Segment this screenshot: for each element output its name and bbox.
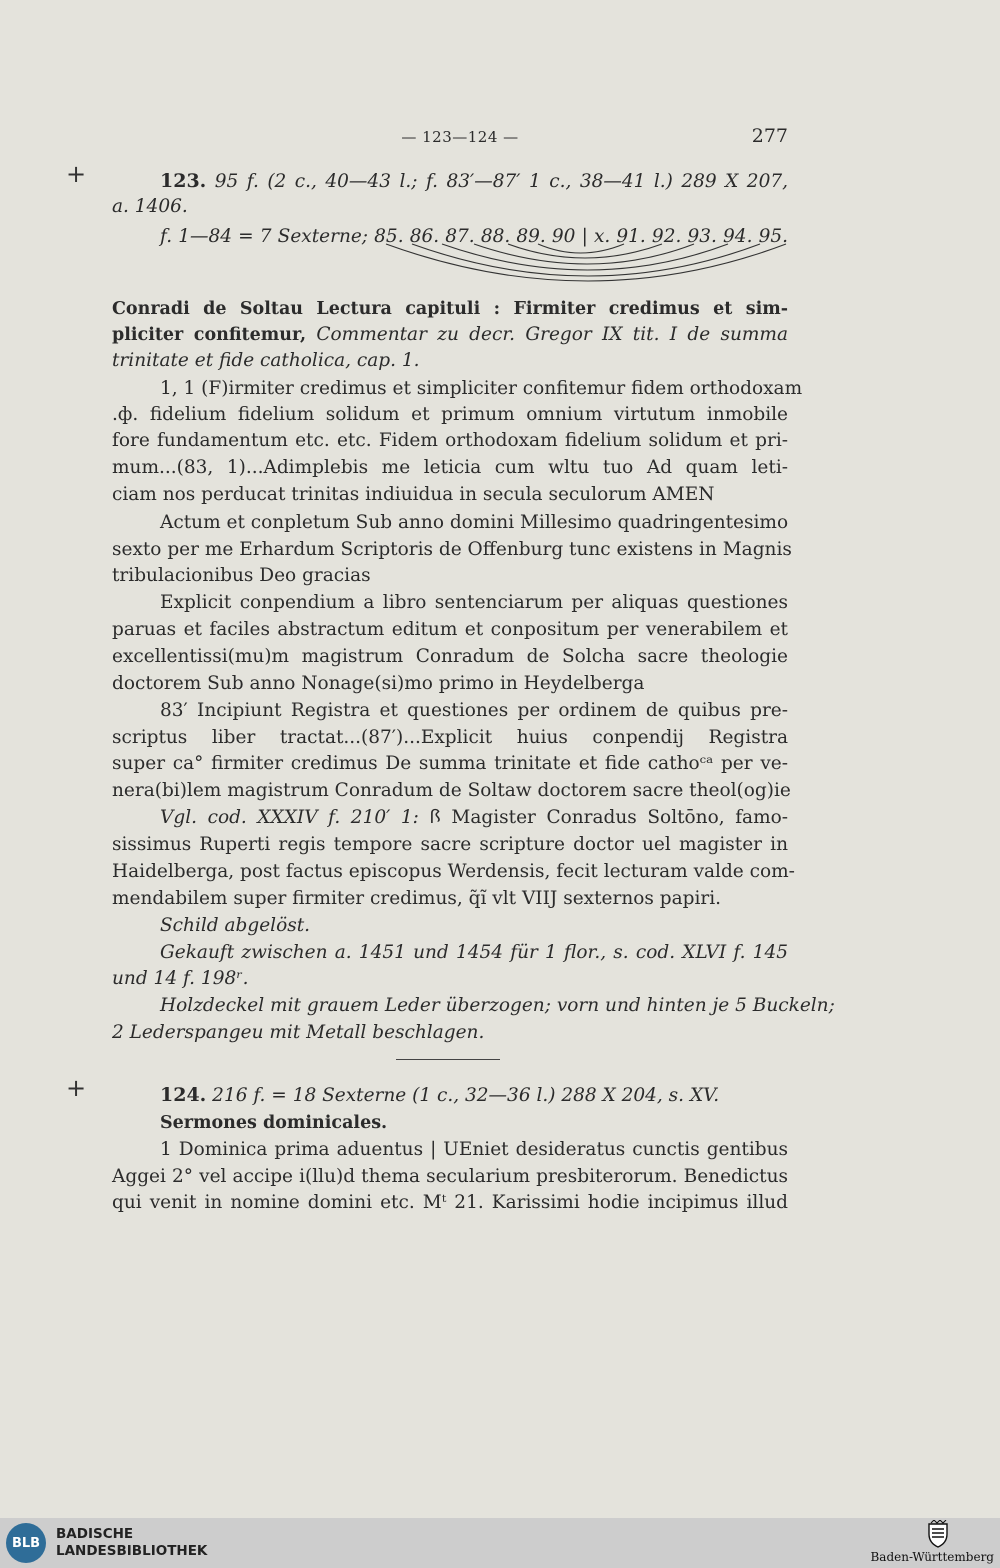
text-line: Explicit conpendium a libro sentenciarum per aliquas questiones <box>160 592 788 613</box>
entry-number: 123. <box>160 170 207 192</box>
text-line: Actum et conpletum Sub anno domini Millesimo quadringentesimo <box>160 512 789 533</box>
entry-123-date: a. 1406. <box>112 196 188 217</box>
text-line: tribulacionibus Deo gracias <box>112 565 371 586</box>
text-line: ciam nos perducat trinitas indiuidua in secula seculorum AMEN <box>112 484 715 505</box>
reference-quote: ꟗ Magister Conradus Soltōno, famo- <box>429 807 789 828</box>
running-head-entries: — 123—124 — <box>401 128 519 146</box>
note-line: Schild abgelöst. <box>160 915 311 936</box>
entry-124-title: Sermones dominicales. <box>160 1113 388 1133</box>
title-italic-part: Commentar zu decr. Gregor IX tit. I de summa <box>316 324 788 345</box>
entry-123-physical: 95 f. (2 c., 40—43 l.; f. 83′—87′ 1 c., 38—41 l.) 289 X 207, <box>214 171 788 192</box>
margin-plus-mark: + <box>66 1074 87 1102</box>
text-line: mendabilem super firmiter credimus, q̃ĩ vlt VIIJ sexternos papiri. <box>112 888 722 909</box>
entry-123-title-line3: trinitate et fide catholica, cap. 1. <box>112 350 420 371</box>
note-line: und 14 f. 198ʳ. <box>112 968 249 989</box>
entry-124-physical: 216 f. = 18 Sexterne (1 c., 32—36 l.) 288 X 204, s. XV. <box>212 1085 720 1106</box>
text-line: super ca° firmiter credimus De summa trinitate et fide cathoᶜᵃ per ve- <box>112 753 788 774</box>
text-line: 1 Dominica prima aduentus | UEniet desideratus cunctis gentibus <box>160 1139 788 1160</box>
page-number: 277 <box>751 125 788 147</box>
entry-123-title-line1: Conradi de Soltau Lectura capituli : Firmiter credimus et sim- <box>112 299 788 319</box>
note-line: 2 Lederspangeu mit Metall beschlagen. <box>112 1022 485 1043</box>
collation-arcs-diagram <box>380 238 800 298</box>
entry-123-header <box>160 168 788 195</box>
text-line: scriptus liber tractat...(87′)...Explicit huius conpendij Registra <box>112 727 788 748</box>
text-line: nera(bi)lem magistrum Conradum de Soltaw doctorem sacre theol(og)ie <box>112 780 791 801</box>
section-divider <box>396 1059 500 1060</box>
blb-logo[interactable]: BLB <box>6 1523 46 1563</box>
text-line: Haidelberga, post factus episcopus Werdensis, fecit lecturam valde com- <box>112 861 795 882</box>
text-line: excellentissi(mu)m magistrum Conradum de Solcha sacre theologie <box>112 646 788 667</box>
margin-plus-mark: + <box>66 160 87 188</box>
title-bold-part: pliciter confitemur, <box>112 325 307 345</box>
coat-of-arms-icon <box>926 1520 950 1548</box>
text-line: qui venit in nomine domini etc. Mᵗ 21. Karissimi hodie incipimus illud <box>112 1192 788 1213</box>
text-line: 83′ Incipiunt Registra et questiones per ordinem de quibus pre- <box>160 700 788 721</box>
text-line: doctorem Sub anno Nonage(si)mo primo in Heydelberga <box>112 673 645 694</box>
text-line: .ф. fidelium fidelium solidum et primum omnium virtutum inmobile <box>112 404 788 425</box>
reference-citation: Vgl. cod. XXXIV f. 210′ 1: <box>160 807 419 828</box>
library-footer <box>0 1518 1000 1568</box>
note-line: Holzdeckel mit grauem Leder überzogen; vorn und hinten je 5 Buckeln; <box>160 995 835 1016</box>
entry-123-collation: f. 1—84 = 7 Sexterne; 85. 86. 87. 88. 89. 90 | x. 91. 92. 93. 94. 95. <box>160 226 788 247</box>
text-line: 1, 1 (F)irmiter credimus et simpliciter confitemur fidem orthodoxam <box>160 378 803 399</box>
library-name[interactable]: BADISCHE LANDESBIBLIOTHEK <box>56 1526 208 1559</box>
entry-number: 124. <box>160 1084 207 1106</box>
state-name[interactable]: Baden-Württemberg <box>870 1550 994 1564</box>
entry-124-header <box>160 1082 788 1109</box>
text-line: mum...(83, 1)...Adimplebis me leticia cum wltu tuo Ad quam leti- <box>112 457 788 478</box>
reference-line <box>160 805 788 831</box>
note-line: Gekauft zwischen a. 1451 und 1454 für 1 flor., s. cod. XLVI f. 145 <box>160 942 788 963</box>
text-line: paruas et faciles abstractum editum et conpositum per venerabilem et <box>112 619 788 640</box>
text-line: fore fundamentum etc. etc. Fidem orthodoxam fidelium solidum et pri- <box>112 430 788 451</box>
text-line: sexto per me Erhardum Scriptoris de Offenburg tunc existens in Magnis <box>112 539 792 560</box>
text-line: sissimus Ruperti regis tempore sacre scripture doctor uel magister in <box>112 834 788 855</box>
text-line: Aggei 2° vel accipe i(llu)d thema secularium presbiterorum. Benedictus <box>112 1166 788 1187</box>
entry-123-title-line2 <box>112 322 788 348</box>
